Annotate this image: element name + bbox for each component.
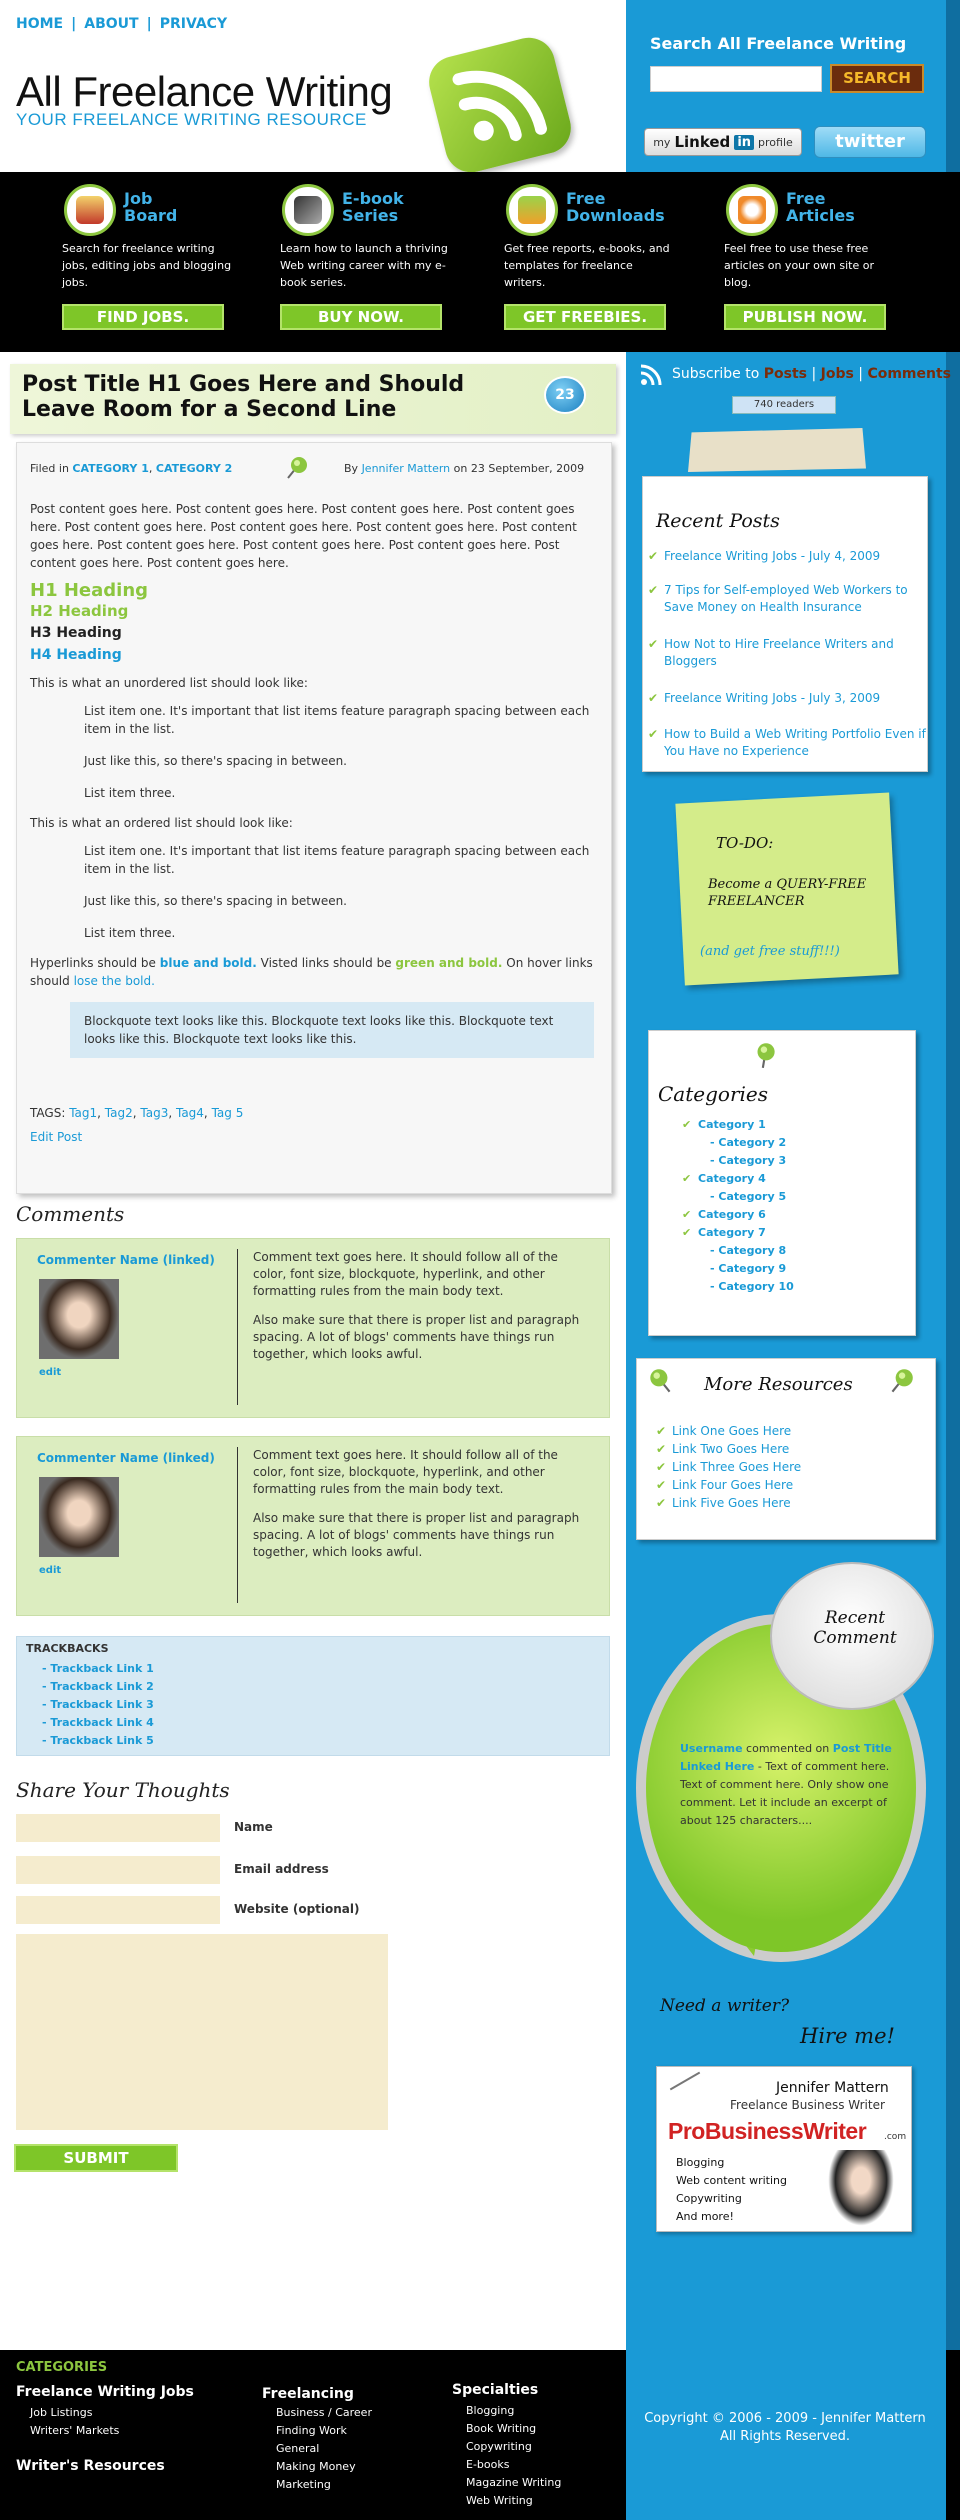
edit-post-link[interactable]: Edit Post bbox=[30, 1130, 83, 1144]
avatar bbox=[39, 1279, 119, 1359]
category-label: Category 1 bbox=[698, 1118, 766, 1131]
nav-separator: | bbox=[146, 16, 152, 32]
category-link[interactable]: ✔ Category 7 bbox=[682, 1226, 766, 1239]
commenter-name[interactable]: Commenter Name (linked) bbox=[37, 1451, 215, 1465]
trackback-link[interactable]: - Trackback Link 5 bbox=[42, 1734, 154, 1747]
comment-divider bbox=[237, 1447, 238, 1603]
footer-link[interactable]: Finding Work bbox=[276, 2424, 347, 2437]
comment-paragraph: Comment text goes here. It should follow all of the color, font size, blockquote, hyperlink, and other formatting rules from the main body text. bbox=[253, 1448, 558, 1496]
card-brand[interactable]: ProBusinessWriter bbox=[668, 2118, 867, 2144]
resource-link[interactable]: ✔ Link One Goes Here bbox=[672, 1424, 791, 1438]
category-label: Category 7 bbox=[698, 1226, 766, 1239]
footer-link[interactable]: Copywriting bbox=[466, 2440, 532, 2453]
tag-link[interactable]: Tag 5 bbox=[211, 1106, 244, 1120]
footer-column-heading[interactable]: Writer's Resources bbox=[16, 2458, 165, 2474]
comment-post-link[interactable]: Post Title Linked Here bbox=[680, 1742, 892, 1773]
search-button[interactable]: SEARCH bbox=[830, 64, 924, 93]
tag-link[interactable]: Tag3 bbox=[140, 1106, 169, 1120]
feature-title[interactable]: Free Downloads bbox=[566, 189, 665, 225]
get-freebies-button[interactable]: GET FREEBIES. bbox=[504, 304, 666, 330]
comment-username-link[interactable]: Username bbox=[680, 1742, 743, 1755]
links-text: Visted links should be bbox=[260, 956, 392, 970]
comments-heading: Comments bbox=[16, 1202, 125, 1226]
footer-link[interactable]: Book Writing bbox=[466, 2422, 537, 2435]
comment-text bbox=[253, 1249, 593, 1363]
buy-now-button[interactable]: BUY NOW. bbox=[280, 304, 442, 330]
commented-on-label: commented on bbox=[746, 1742, 830, 1755]
h4-heading: H4 Heading bbox=[30, 647, 122, 663]
pushpin-icon bbox=[886, 1366, 916, 1396]
avatar bbox=[39, 1477, 119, 1557]
ol-intro: This is what an ordered list should look like: bbox=[30, 816, 293, 830]
feature-title[interactable]: Job Board bbox=[124, 189, 178, 225]
comment-count-badge[interactable]: 23 bbox=[544, 376, 586, 414]
recycle-icon bbox=[726, 184, 778, 236]
feature-title[interactable]: Free Articles bbox=[786, 189, 855, 225]
resource-link[interactable]: ✔ Link Five Goes Here bbox=[672, 1496, 791, 1510]
post-byline bbox=[344, 462, 584, 475]
tape-decoration bbox=[688, 428, 866, 472]
site-tagline: YOUR FREELANCE WRITING RESOURCE bbox=[16, 110, 367, 129]
publish-now-button[interactable]: PUBLISH NOW. bbox=[724, 304, 886, 330]
links-text: Hyperlinks should be bbox=[30, 956, 156, 970]
list-item: List item three. bbox=[84, 786, 176, 800]
category-link[interactable]: CATEGORY 2 bbox=[155, 462, 233, 475]
feature-desc: Get free reports, e-books, and templates for freelance writers. bbox=[504, 242, 670, 289]
category-link[interactable]: - Category 9 bbox=[710, 1262, 787, 1275]
list-item: List item three. bbox=[84, 926, 176, 940]
reader-counter[interactable]: 740 readers bbox=[732, 396, 836, 414]
category-link[interactable]: - Category 8 bbox=[710, 1244, 787, 1257]
commenter-name[interactable]: Commenter Name (linked) bbox=[37, 1253, 215, 1267]
author-link[interactable]: Jennifer Mattern bbox=[361, 462, 451, 475]
footer-column-heading[interactable]: Specialties bbox=[452, 2382, 539, 2398]
email-label: Email address bbox=[234, 1862, 329, 1876]
comment-paragraph: Comment text goes here. It should follow all of the color, font size, blockquote, hyperlink, and other formatting rules from the main body text. bbox=[253, 1250, 558, 1298]
footer-link[interactable]: Business / Career bbox=[276, 2406, 372, 2419]
category-link[interactable]: - Category 3 bbox=[710, 1154, 787, 1167]
card-service: And more! bbox=[676, 2210, 734, 2223]
h3-heading: H3 Heading bbox=[30, 625, 122, 641]
recent-comment-text bbox=[680, 1740, 896, 1830]
comment-edit-link[interactable]: edit bbox=[39, 1565, 62, 1576]
search-title: Search All Freelance Writing bbox=[650, 34, 907, 53]
card-name: Jennifer Mattern bbox=[776, 2080, 889, 2096]
category-link[interactable]: - Category 2 bbox=[710, 1136, 787, 1149]
todo-text: Become a QUERY-FREE FREELANCER bbox=[708, 877, 867, 909]
category-link[interactable]: CATEGORY 1 bbox=[72, 462, 149, 475]
ul-intro: This is what an unordered list should look like: bbox=[30, 676, 308, 690]
link-sample-green[interactable]: green and bold. bbox=[395, 956, 503, 970]
footer-link[interactable]: General bbox=[276, 2442, 320, 2455]
trackback-link[interactable]: - Trackback Link 4 bbox=[42, 1716, 154, 1729]
card-role: Freelance Business Writer bbox=[730, 2098, 885, 2112]
linkedin-brand: Linked bbox=[674, 133, 731, 151]
category-link[interactable]: ✔ Category 4 bbox=[682, 1172, 766, 1185]
twitter-button[interactable]: twitter bbox=[814, 126, 926, 158]
name-label: Name bbox=[234, 1820, 273, 1834]
linkedin-prefix: my bbox=[653, 135, 671, 149]
card-brand-domain: .com bbox=[884, 2132, 907, 2142]
links-text: On hover links should bbox=[30, 956, 593, 988]
subscribe-posts-link[interactable]: Posts bbox=[763, 366, 807, 382]
comment-edit-link[interactable]: edit bbox=[39, 1367, 62, 1378]
list-item: Just like this, so there's spacing in between. bbox=[84, 754, 347, 768]
blockquote bbox=[70, 1002, 594, 1058]
pushpin-icon bbox=[282, 454, 310, 482]
resource-link[interactable]: ✔ Link Three Goes Here bbox=[672, 1460, 801, 1474]
resource-link[interactable]: ✔ Link Four Goes Here bbox=[672, 1478, 793, 1492]
nav-home[interactable]: HOME bbox=[16, 16, 64, 32]
subscribe-label: Subscribe to bbox=[672, 366, 760, 382]
tag-link[interactable]: Tag1 bbox=[69, 1106, 98, 1120]
category-link[interactable]: ✔ Category 1 bbox=[682, 1118, 766, 1131]
tag-link[interactable]: Tag4 bbox=[175, 1106, 204, 1120]
feature-desc: Search for freelance writing jobs, editing jobs and blogging jobs. bbox=[62, 242, 232, 289]
category-link[interactable]: - Category 5 bbox=[710, 1190, 787, 1203]
recent-posts-heading: Recent Posts bbox=[656, 510, 780, 532]
comment-paragraph: Also make sure that there is proper list and paragraph spacing. A lot of blogs' comments have things run together, which looks awful. bbox=[253, 1313, 580, 1361]
post-title[interactable]: Post Title H1 Goes Here and Should Leave Room for a Second Line bbox=[22, 372, 465, 422]
h2-heading: H2 Heading bbox=[30, 602, 129, 620]
nav-separator: | bbox=[71, 16, 77, 32]
trackback-link[interactable]: - Trackback Link 3 bbox=[42, 1698, 154, 1711]
nav-privacy[interactable]: PRIVACY bbox=[159, 16, 228, 32]
post-date: on 23 September, 2009 bbox=[453, 462, 585, 475]
subscribe-jobs-link[interactable]: Jobs bbox=[820, 366, 854, 382]
separator: | bbox=[858, 366, 863, 382]
copyright: Copyright © 2006 - 2009 - Jennifer Mattern All Rights Reserved. bbox=[644, 2411, 926, 2444]
linkedin-profile-button[interactable] bbox=[644, 128, 802, 156]
list-item: Just like this, so there's spacing in between. bbox=[84, 894, 347, 908]
link-sample-hover[interactable]: lose the bold. bbox=[73, 974, 155, 988]
footer-link[interactable]: Blogging bbox=[466, 2404, 515, 2417]
comment-item bbox=[16, 1436, 610, 1616]
name-field[interactable] bbox=[16, 1814, 220, 1842]
todo-link[interactable]: (and get free stuff!!!) bbox=[700, 944, 840, 959]
pushpin-icon bbox=[750, 1040, 780, 1070]
find-jobs-button[interactable]: FIND JOBS. bbox=[62, 304, 224, 330]
download-icon bbox=[506, 184, 558, 236]
links-demo bbox=[30, 954, 594, 990]
share-heading: Share Your Thoughts bbox=[16, 1778, 230, 1802]
category-link[interactable]: - Category 10 bbox=[710, 1280, 794, 1293]
card-service: Copywriting bbox=[676, 2192, 742, 2205]
footer-link[interactable]: Marketing bbox=[276, 2478, 331, 2491]
recent-post-link[interactable]: ✔ 7 Tips for Self-employed Web Workers to Save Money on Health Insurance bbox=[664, 582, 934, 616]
separator: | bbox=[811, 366, 817, 382]
comment-text bbox=[253, 1447, 593, 1561]
author-photo bbox=[828, 2150, 894, 2226]
category-label: Category 6 bbox=[698, 1208, 766, 1221]
hire-me-text: Hire me! bbox=[800, 2024, 895, 2048]
post-body: Post content goes here. Post content goes here. Post content goes here. Post content goes here. Post content goes here. Post content goes here. Post content goes here. Post content goes here. Post content goes here. Post content goes here. Post content goes here. Post content goes here. Post content goes here. bbox=[30, 502, 577, 570]
footer-link[interactable]: E-books bbox=[466, 2458, 510, 2471]
email-field[interactable] bbox=[16, 1856, 220, 1884]
rss-icon[interactable] bbox=[638, 362, 664, 388]
footer-column-heading[interactable]: Freelancing bbox=[262, 2386, 354, 2402]
recent-comment-heading: Recent Comment bbox=[813, 1608, 897, 1648]
card-service: Blogging bbox=[676, 2156, 725, 2169]
pen-icon bbox=[282, 184, 334, 236]
tag-link[interactable]: Tag2 bbox=[104, 1106, 133, 1120]
by-label: By bbox=[344, 462, 359, 475]
footer-categories-title: CATEGORIES bbox=[16, 2360, 108, 2375]
need-writer-text: Need a writer? bbox=[660, 1996, 790, 2016]
website-label: Website (optional) bbox=[234, 1902, 360, 1916]
subscribe-comments-link[interactable]: Comments bbox=[867, 366, 951, 382]
h1-heading: H1 Heading bbox=[30, 580, 149, 601]
comment-paragraph: Also make sure that there is proper list and paragraph spacing. A lot of blogs' comments have things run together, which looks awful. bbox=[253, 1511, 580, 1559]
subscribe-bar bbox=[672, 366, 951, 382]
recent-post-link[interactable]: ✔ Freelance Writing Jobs - July 4, 2009 bbox=[664, 548, 934, 565]
filed-in-label: Filed in bbox=[30, 462, 69, 475]
list-item: List item one. It's important that list items feature paragraph spacing between each item in the list. bbox=[84, 704, 590, 736]
job-board-icon bbox=[64, 184, 116, 236]
blockquote-text: Blockquote text looks like this. Blockquote text looks like this. Blockquote text looks like this. Blockquote text looks like this. bbox=[84, 1014, 554, 1046]
footer-column-heading[interactable]: Freelance Writing Jobs bbox=[16, 2384, 194, 2400]
rss-logo-icon[interactable] bbox=[424, 32, 577, 177]
resource-link[interactable]: ✔ Link Two Goes Here bbox=[672, 1442, 789, 1456]
top-nav bbox=[16, 16, 227, 32]
comment-item bbox=[16, 1238, 610, 1418]
pushpin-icon bbox=[646, 1366, 676, 1396]
card-service: Web content writing bbox=[676, 2174, 787, 2187]
feature-title[interactable]: E-book Series bbox=[342, 189, 404, 225]
list-item: List item one. It's important that list items feature paragraph spacing between each item in the list. bbox=[84, 844, 590, 876]
feature-desc: Feel free to use these free articles on your own site or blog. bbox=[724, 242, 874, 289]
nav-about[interactable]: ABOUT bbox=[84, 16, 139, 32]
trackbacks-title: TRACKBACKS bbox=[26, 1642, 109, 1655]
recent-post-link[interactable]: ✔ How to Build a Web Writing Portfolio Even if You Have no Experience bbox=[664, 726, 934, 760]
footer-link[interactable]: Making Money bbox=[276, 2460, 356, 2473]
feature-desc: Learn how to launch a thriving Web writing career with my e-book series. bbox=[280, 242, 448, 289]
category-label: Category 4 bbox=[698, 1172, 766, 1185]
comment-divider bbox=[237, 1249, 238, 1405]
site-title[interactable]: All Freelance Writing bbox=[16, 68, 393, 115]
category-link[interactable]: ✔ Category 6 bbox=[682, 1208, 766, 1221]
recent-post-link[interactable]: ✔ Freelance Writing Jobs - July 3, 2009 bbox=[664, 690, 934, 707]
trackback-link[interactable]: - Trackback Link 2 bbox=[42, 1680, 154, 1693]
trackback-link[interactable]: - Trackback Link 1 bbox=[42, 1662, 154, 1675]
post-tags: TAGS: Tag1, Tag2, Tag3, Tag4, Tag 5 bbox=[30, 1106, 244, 1120]
resources-heading: More Resources bbox=[704, 1374, 853, 1395]
post-filed-in: Filed in CATEGORY 1, CATEGORY 2 bbox=[30, 462, 233, 475]
linkedin-in-icon: in bbox=[734, 135, 754, 150]
recent-post-link[interactable]: ✔ How Not to Hire Freelance Writers and Bloggers bbox=[664, 636, 934, 670]
linkedin-suffix: profile bbox=[758, 135, 793, 149]
footer-link[interactable]: Web Writing bbox=[466, 2494, 533, 2507]
website-field[interactable] bbox=[16, 1896, 220, 1924]
link-sample-blue[interactable]: blue and bold. bbox=[159, 956, 257, 970]
tags-label: TAGS: bbox=[30, 1106, 66, 1120]
footer-link[interactable]: Writers' Markets bbox=[30, 2424, 120, 2437]
footer-link[interactable]: Magazine Writing bbox=[466, 2476, 562, 2489]
comment-textarea[interactable] bbox=[16, 1934, 388, 2130]
submit-button[interactable]: SUBMIT bbox=[14, 2144, 178, 2172]
comment-excerpt: - Text of comment here. Text of comment here. Only show one comment. Let it include an excerpt of about 125 characters.... bbox=[680, 1760, 890, 1827]
todo-title: TO-DO: bbox=[716, 834, 774, 852]
search-input[interactable] bbox=[650, 66, 822, 92]
categories-heading: Categories bbox=[658, 1082, 768, 1106]
footer-link[interactable]: Job Listings bbox=[30, 2406, 93, 2419]
post-content bbox=[30, 500, 594, 1146]
